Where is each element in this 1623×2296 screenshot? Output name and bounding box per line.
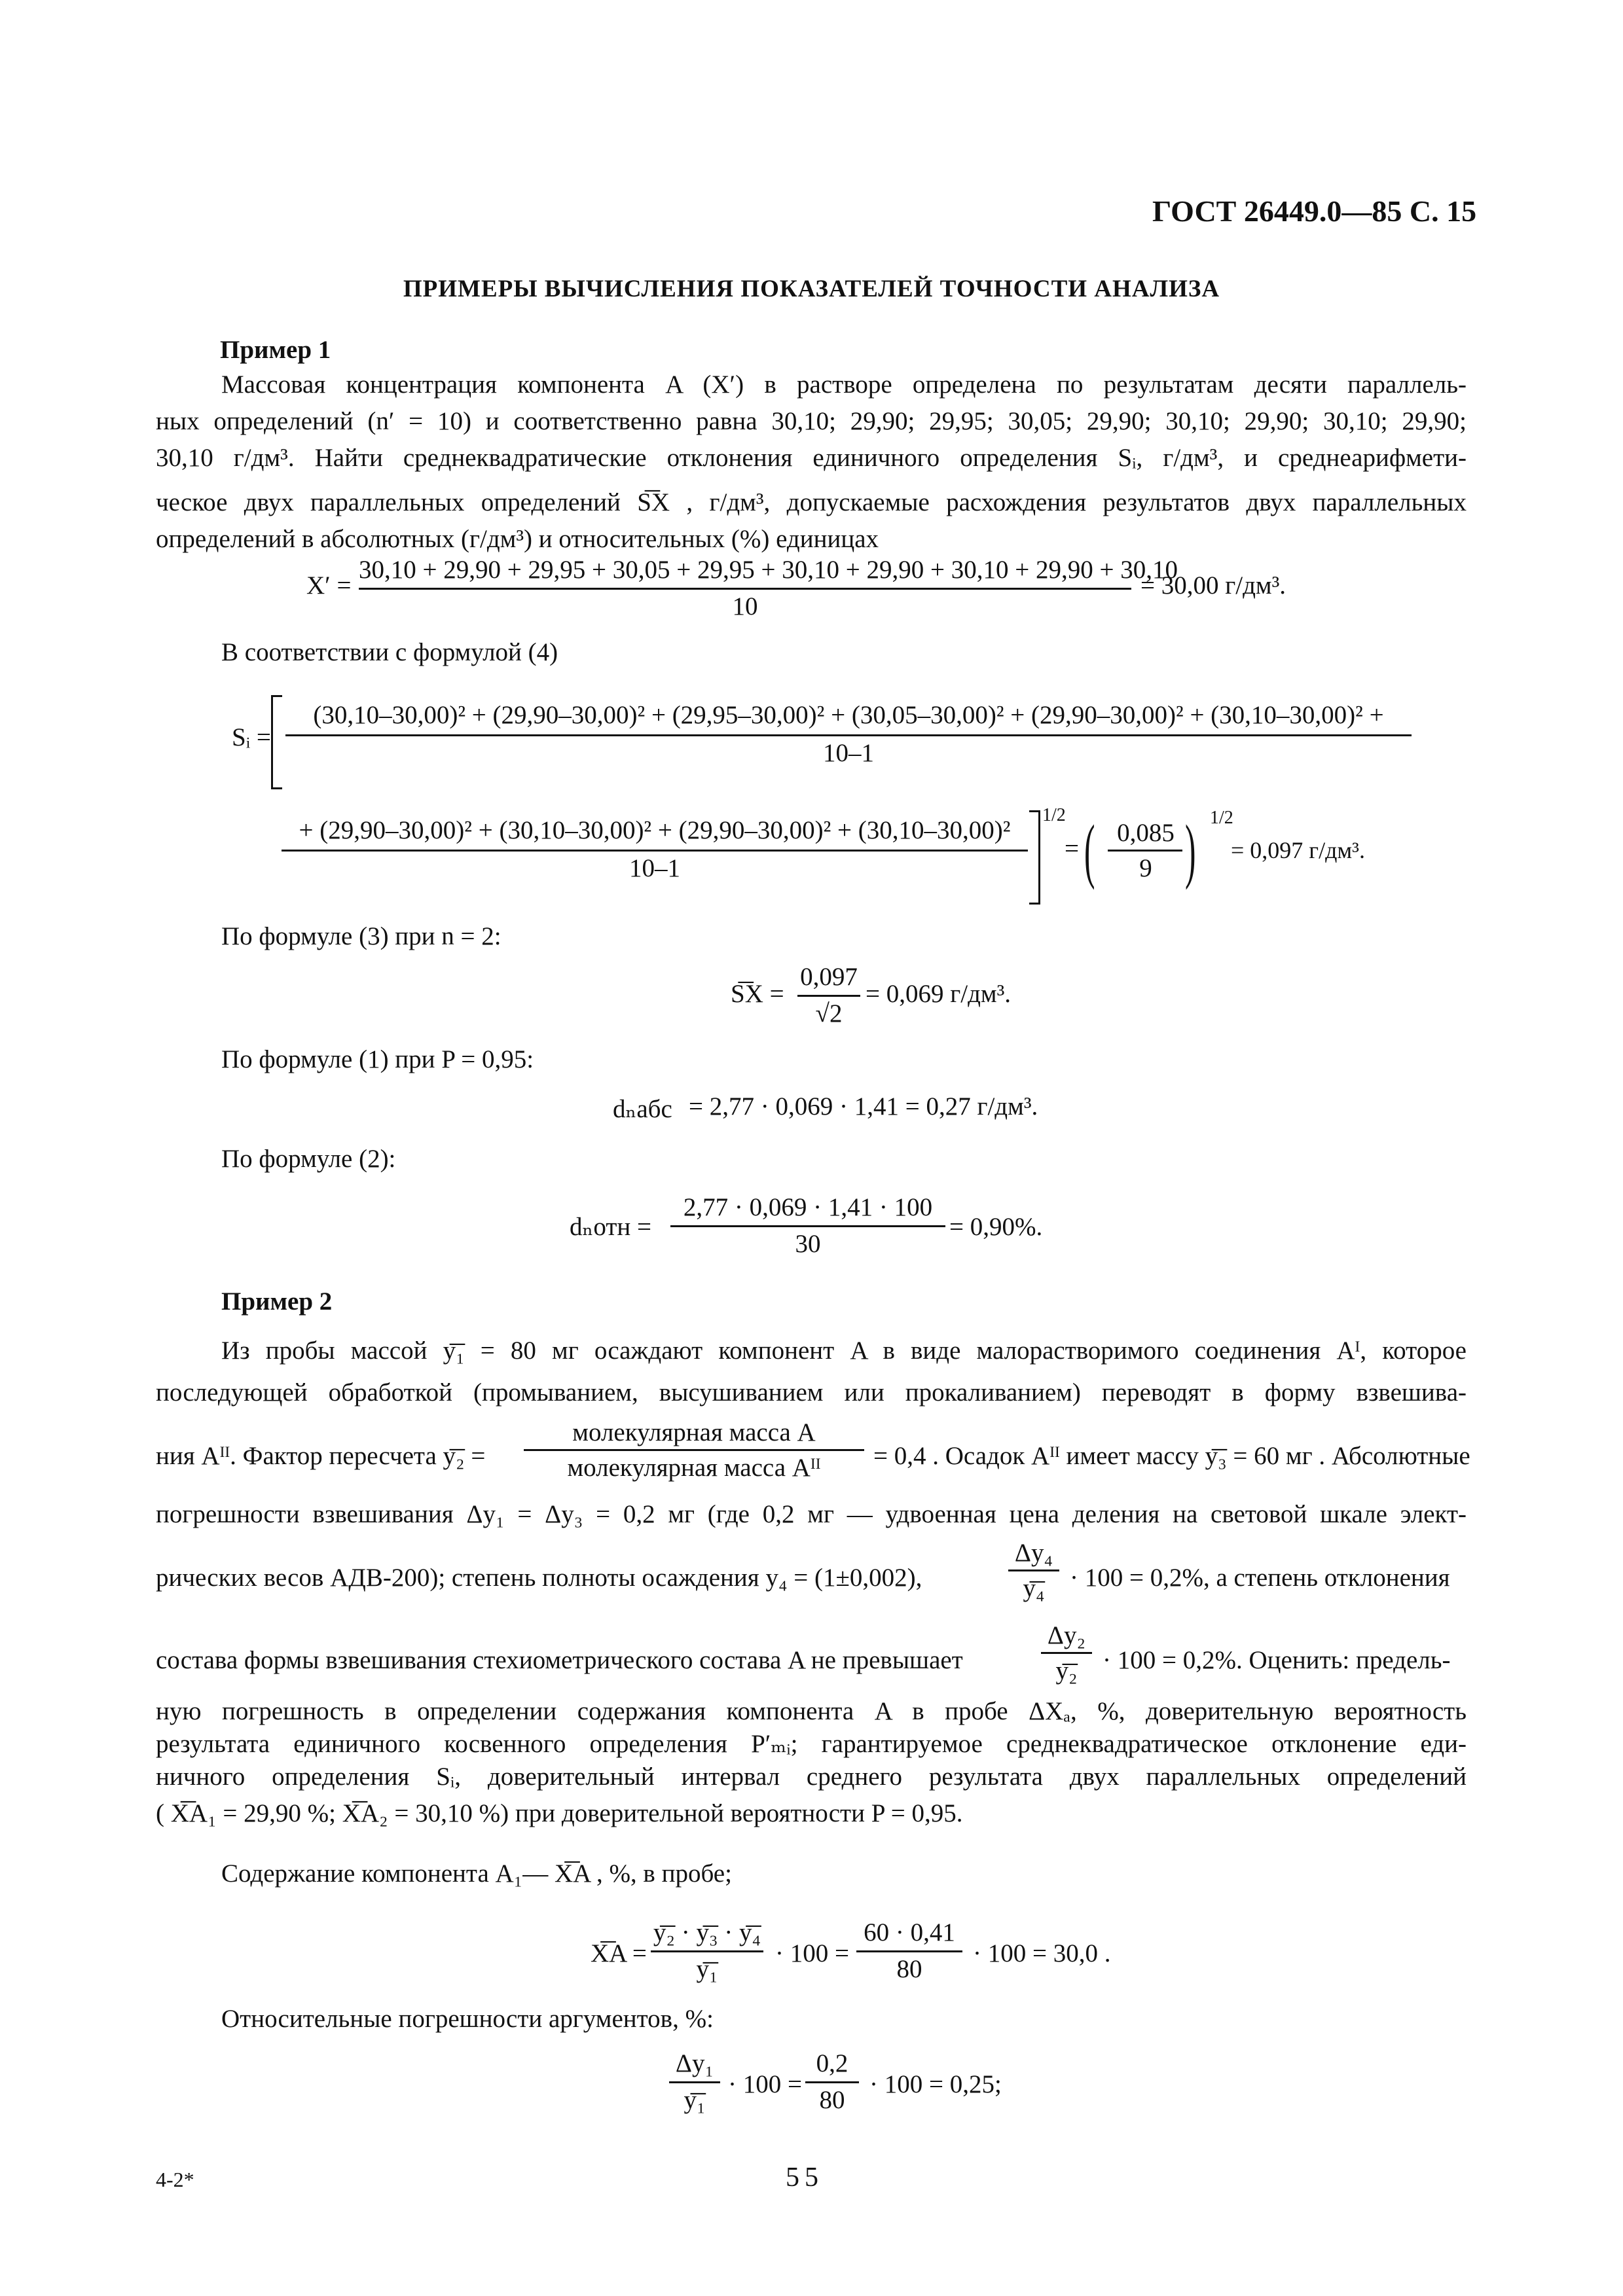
example2-paragraph-c [156, 1695, 1467, 1830]
text-line: ную погрешность в определении содержания компонента A в пробе ΔXₐ, %, доверительную вероятность [156, 1697, 1467, 1725]
factor-text-b: = 0,4 . Осадок Aᴵᴵ имеет массу y͞₃ = 60 мг . Абсолютные [873, 1442, 1470, 1470]
text-line: 30,10 г/дм³. Найти среднеквадратические отклонения единичного определения Sᵢ, г/дм³, и среднеарифмети- [156, 444, 1467, 472]
formula-lhs: X͞A = [591, 1939, 647, 1967]
formula-numerator: 30,10 + 29,90 + 29,95 + 30,05 + 29,95 + 30,10 + 29,90 + 30,10 + 29,90 + 30,10 [359, 556, 1178, 584]
formula-lhs: X′ = [306, 571, 352, 600]
text-line: ( X͞A₁ = 29,90 %; X͞A₂ = 30,10 %) при доверительной вероятности P = 0,95. [156, 1799, 963, 1827]
fraction-bar [282, 850, 1028, 852]
fraction-bar [1041, 1652, 1092, 1654]
fraction-bar [797, 995, 860, 997]
text-line: Из пробы массой y͞₁ = 80 мг осаждают компонент A в виде малорастворимого соединения Aᴵ, которое [221, 1336, 1467, 1365]
formula-lhs: dₙабс [613, 1095, 672, 1123]
formula-denominator: 80 [819, 2086, 845, 2114]
text-line: ничного определения Sᵢ, доверительный интервал среднего результата двух параллельных определений [156, 1763, 1467, 1791]
equals: = [1065, 834, 1079, 863]
text-line: Массовая концентрация компонента A (X′) в растворе определена по результатам десяти параллель- [221, 370, 1467, 399]
formula-lhs: Sᵢ = [232, 723, 271, 751]
text-line: определений в абсолютных (г/дм³) и относительных (%) единицах [156, 525, 879, 553]
formula-numerator: 0,097 [800, 963, 858, 991]
frac-denominator: y͞₄ [1023, 1574, 1045, 1602]
text-line: ческое двух параллельных определений S͞X , г/дм³, допускаемые расхождения результатов двух параллельных [156, 488, 1467, 516]
formula1-intro: По формуле (1) при P = 0,95: [221, 1045, 534, 1073]
inner-denominator: 9 [1139, 854, 1152, 882]
formula-rhs: = 0,90%. [949, 1213, 1043, 1241]
formula-denominator: y͞₁ [696, 1955, 718, 1983]
formula-denominator: 10–1 [823, 739, 874, 767]
formula-result: = 0,097 г/дм³. [1231, 837, 1365, 863]
page-header: ГОСТ 26449.0—85 С. 15 [1152, 194, 1477, 228]
text-line: последующей обработкой (промыванием, высушиванием или прокаливанием) переводят в форму взвешива- [156, 1378, 1467, 1407]
power: 1/2 [1042, 805, 1066, 825]
text-line: результата единичного косвенного определения P′ₘᵢ; гарантируемое среднеквадратическое отклонение еди- [156, 1730, 1467, 1758]
formula-rhs: = 0,069 г/дм³. [866, 980, 1012, 1008]
formula-lhs: dₙотн = [570, 1213, 652, 1241]
section-title: ПРИМЕРЫ ВЫЧИСЛЕНИЯ ПОКАЗАТЕЛЕЙ ТОЧНОСТИ АНАЛИЗА [403, 276, 1220, 302]
formula-rhs: = 30,00 г/дм³. [1140, 571, 1286, 600]
formula-numerator: y͞₂ · y͞₃ · y͞₄ [653, 1918, 761, 1946]
fraction-bar [524, 1449, 864, 1451]
formula-lhs: S͞X = [731, 980, 784, 1008]
formula-mid: · 100 = [728, 2070, 802, 2098]
formula-rhs: = 2,77 · 0,069 · 1,41 = 0,27 г/дм³. [689, 1092, 1038, 1121]
rel-intro: Относительные погрешности аргументов, %: [221, 2005, 714, 2033]
line5-text-b: · 100 = 0,2%, а степень отклонения [1070, 1564, 1450, 1592]
right-bracket [1029, 810, 1040, 905]
frac-numerator: Δy₄ [1014, 1539, 1053, 1567]
fraction-bar [805, 2081, 859, 2083]
formula-rhs: · 100 = 30,0 . [973, 1939, 1111, 1967]
factor-text-a: ния Aᴵᴵ. Фактор пересчета y͞₂ = [156, 1442, 486, 1470]
example2-paragraph-b [156, 1496, 1467, 1533]
fraction-bar [1108, 850, 1182, 852]
fraction-bar [285, 734, 1412, 736]
right-paren: ) [1185, 810, 1196, 890]
fraction-bar [669, 2081, 720, 2083]
formula-numerator: 2,77 · 0,069 · 1,41 · 100 [683, 1193, 933, 1221]
text-line: ных определений (n′ = 10) и соответственно равна 30,10; 29,90; 29,95; 30,05; 29,90; 30,10; 29,90; 30,10; 29,90; [156, 407, 1467, 435]
fraction-bar [1008, 1570, 1059, 1571]
formula-denominator: 10 [732, 592, 758, 620]
formula-numerator: 0,2 [816, 2049, 848, 2077]
line6-text-b: · 100 = 0,2%. Оценить: предель- [1103, 1646, 1451, 1674]
left-paren: ( [1084, 810, 1095, 890]
formula-numerator: (30,10–30,00)² + (29,90–30,00)² + (29,95–30,00)² + (30,05–30,00)² + (29,90–30,00)² + (30,10–30,00)² + [313, 701, 1384, 729]
inner-numerator: 0,085 [1117, 819, 1175, 847]
page-number: 55 [786, 2162, 824, 2193]
fraction-bar [651, 1950, 763, 1952]
formula-rhs: · 100 = 0,25; [869, 2070, 1002, 2098]
formula4-intro: В соответствии с формулой (4) [221, 638, 558, 666]
fraction-bar [856, 1950, 962, 1952]
formula-denominator: √2 [815, 999, 843, 1028]
formula3-intro: По формуле (3) при n = 2: [221, 922, 501, 950]
formula-denominator: 80 [896, 1955, 922, 1983]
left-bracket [271, 695, 282, 789]
formula-numerator: + (29,90–30,00)² + (30,10–30,00)² + (29,90–30,00)² + (30,10–30,00)² [299, 816, 1011, 844]
formula-numerator: Δy₁ [675, 2049, 714, 2077]
inner-power: 1/2 [1210, 808, 1233, 828]
line5-text-a: рических весов АДВ-200); степень полноты осаждения y₄ = (1±0,002), [156, 1564, 922, 1592]
frac-denominator: y͞₂ [1055, 1657, 1078, 1685]
fraction-bar [670, 1225, 945, 1227]
line6-text-a: состава формы взвешивания стехиометрического состава A не превышает [156, 1646, 963, 1674]
formula-numerator: 60 · 0,41 [864, 1918, 955, 1946]
factor-numerator: молекулярная масса A [572, 1418, 816, 1446]
content-intro: Содержание компонента A₁— X͞A , %, в пробе; [221, 1859, 732, 1888]
formula-denominator: 30 [795, 1230, 821, 1258]
text-line: погрешности взвешивания Δy₁ = Δy₃ = 0,2 мг (где 0,2 мг — удвоенная цена деления на световой шкале элект- [156, 1500, 1467, 1528]
footer-sheet-mark: 4-2* [156, 2168, 194, 2191]
formula2-intro: По формуле (2): [221, 1145, 396, 1173]
formula-denominator: 10–1 [629, 854, 680, 882]
frac-numerator: Δy₂ [1047, 1621, 1086, 1649]
formula-mid: · 100 = [775, 1939, 849, 1967]
example1-heading: Пример 1 [220, 336, 331, 364]
factor-denominator: молекулярная масса Aᴵᴵ [567, 1454, 821, 1482]
example1-paragraph [156, 367, 1467, 558]
fraction-bar [359, 588, 1131, 590]
example2-heading: Пример 2 [221, 1287, 333, 1316]
formula-denominator: y͞₁ [684, 2086, 706, 2114]
example2-paragraph-a [156, 1333, 1467, 1411]
